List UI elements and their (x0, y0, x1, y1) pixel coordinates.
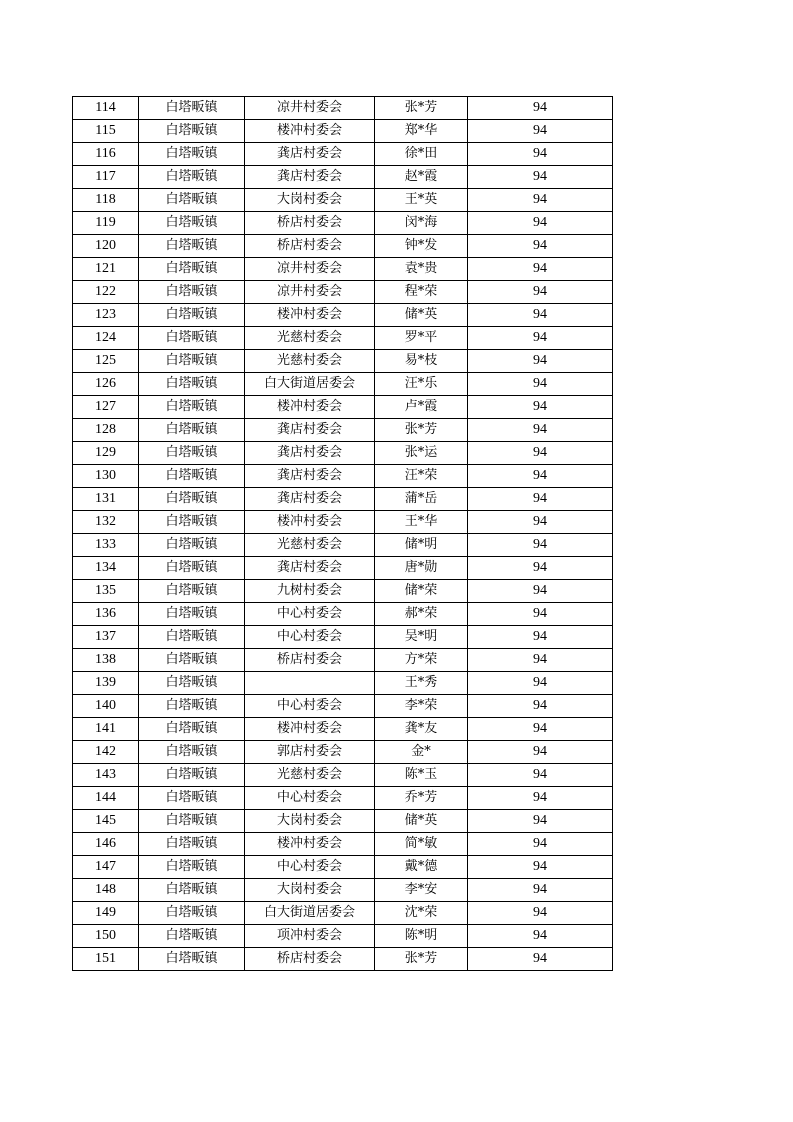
town-cell: 白塔畈镇 (139, 787, 245, 810)
row-number: 124 (73, 327, 139, 350)
name-cell: 金* (375, 741, 468, 764)
table-row (73, 143, 613, 166)
row-number: 132 (73, 511, 139, 534)
age-cell: 94 (468, 304, 613, 327)
age-cell: 94 (468, 741, 613, 764)
village-cell: 光慈村委会 (245, 350, 375, 373)
table-row (73, 396, 613, 419)
table-row (73, 488, 613, 511)
village-cell: 郭店村委会 (245, 741, 375, 764)
town-cell: 白塔畈镇 (139, 442, 245, 465)
row-number: 151 (73, 948, 139, 971)
village-cell: 龚店村委会 (245, 442, 375, 465)
name-cell: 王*秀 (375, 672, 468, 695)
town-cell: 白塔畈镇 (139, 764, 245, 787)
village-cell: 龚店村委会 (245, 166, 375, 189)
row-number: 139 (73, 672, 139, 695)
village-cell (245, 672, 375, 695)
town-cell: 白塔畈镇 (139, 350, 245, 373)
table-row (73, 603, 613, 626)
table-row (73, 442, 613, 465)
town-cell: 白塔畈镇 (139, 948, 245, 971)
row-number: 116 (73, 143, 139, 166)
village-cell: 龚店村委会 (245, 488, 375, 511)
name-cell: 龚*友 (375, 718, 468, 741)
age-cell: 94 (468, 212, 613, 235)
age-cell: 94 (468, 120, 613, 143)
age-cell: 94 (468, 649, 613, 672)
village-cell: 中心村委会 (245, 603, 375, 626)
table-row (73, 304, 613, 327)
town-cell: 白塔畈镇 (139, 925, 245, 948)
table-row (73, 764, 613, 787)
row-number: 131 (73, 488, 139, 511)
village-cell: 凉井村委会 (245, 258, 375, 281)
town-cell: 白塔畈镇 (139, 879, 245, 902)
village-cell: 中心村委会 (245, 695, 375, 718)
row-number: 114 (73, 97, 139, 120)
age-cell: 94 (468, 511, 613, 534)
age-cell: 94 (468, 488, 613, 511)
age-cell: 94 (468, 948, 613, 971)
village-cell: 白大街道居委会 (245, 902, 375, 925)
village-cell: 楼冲村委会 (245, 396, 375, 419)
row-number: 144 (73, 787, 139, 810)
name-cell: 戴*德 (375, 856, 468, 879)
village-cell: 九树村委会 (245, 580, 375, 603)
table-row (73, 879, 613, 902)
table-row (73, 97, 613, 120)
row-number: 138 (73, 649, 139, 672)
name-cell: 郝*荣 (375, 603, 468, 626)
age-cell: 94 (468, 672, 613, 695)
name-cell: 王*英 (375, 189, 468, 212)
village-cell: 桥店村委会 (245, 212, 375, 235)
age-cell: 94 (468, 879, 613, 902)
village-cell: 光慈村委会 (245, 534, 375, 557)
table-row (73, 511, 613, 534)
table-row (73, 212, 613, 235)
village-cell: 桥店村委会 (245, 235, 375, 258)
roster-body (73, 97, 613, 971)
table-row (73, 649, 613, 672)
name-cell: 乔*芳 (375, 787, 468, 810)
town-cell: 白塔畈镇 (139, 281, 245, 304)
village-cell: 凉井村委会 (245, 281, 375, 304)
age-cell: 94 (468, 350, 613, 373)
name-cell: 汪*乐 (375, 373, 468, 396)
age-cell: 94 (468, 902, 613, 925)
town-cell: 白塔畈镇 (139, 166, 245, 189)
town-cell: 白塔畈镇 (139, 603, 245, 626)
age-cell: 94 (468, 281, 613, 304)
age-cell: 94 (468, 373, 613, 396)
row-number: 147 (73, 856, 139, 879)
village-cell: 龚店村委会 (245, 465, 375, 488)
table-row (73, 672, 613, 695)
town-cell: 白塔畈镇 (139, 856, 245, 879)
name-cell: 王*华 (375, 511, 468, 534)
town-cell: 白塔畈镇 (139, 695, 245, 718)
name-cell: 郑*华 (375, 120, 468, 143)
village-cell: 中心村委会 (245, 787, 375, 810)
name-cell: 钟*发 (375, 235, 468, 258)
town-cell: 白塔畈镇 (139, 718, 245, 741)
table-row (73, 166, 613, 189)
row-number: 115 (73, 120, 139, 143)
town-cell: 白塔畈镇 (139, 511, 245, 534)
village-cell: 白大街道居委会 (245, 373, 375, 396)
village-cell: 楼冲村委会 (245, 304, 375, 327)
table-row (73, 787, 613, 810)
town-cell: 白塔畈镇 (139, 373, 245, 396)
village-cell: 桥店村委会 (245, 649, 375, 672)
table-row (73, 327, 613, 350)
village-cell: 大岗村委会 (245, 810, 375, 833)
name-cell: 程*荣 (375, 281, 468, 304)
name-cell: 吴*明 (375, 626, 468, 649)
town-cell: 白塔畈镇 (139, 235, 245, 258)
table-row (73, 580, 613, 603)
name-cell: 陈*玉 (375, 764, 468, 787)
table-row (73, 189, 613, 212)
table-row (73, 258, 613, 281)
village-cell: 楼冲村委会 (245, 718, 375, 741)
town-cell: 白塔畈镇 (139, 902, 245, 925)
name-cell: 闵*海 (375, 212, 468, 235)
town-cell: 白塔畈镇 (139, 833, 245, 856)
name-cell: 方*荣 (375, 649, 468, 672)
roster-table (72, 96, 613, 971)
age-cell: 94 (468, 97, 613, 120)
name-cell: 李*安 (375, 879, 468, 902)
table-row (73, 902, 613, 925)
row-number: 128 (73, 419, 139, 442)
town-cell: 白塔畈镇 (139, 143, 245, 166)
age-cell: 94 (468, 718, 613, 741)
town-cell: 白塔畈镇 (139, 212, 245, 235)
name-cell: 张*芳 (375, 419, 468, 442)
age-cell: 94 (468, 787, 613, 810)
town-cell: 白塔畈镇 (139, 189, 245, 212)
town-cell: 白塔畈镇 (139, 465, 245, 488)
name-cell: 张*运 (375, 442, 468, 465)
town-cell: 白塔畈镇 (139, 304, 245, 327)
age-cell: 94 (468, 534, 613, 557)
village-cell: 龚店村委会 (245, 143, 375, 166)
town-cell: 白塔畈镇 (139, 258, 245, 281)
age-cell: 94 (468, 810, 613, 833)
village-cell: 项冲村委会 (245, 925, 375, 948)
row-number: 136 (73, 603, 139, 626)
row-number: 141 (73, 718, 139, 741)
village-cell: 楼冲村委会 (245, 120, 375, 143)
name-cell: 赵*霞 (375, 166, 468, 189)
town-cell: 白塔畈镇 (139, 810, 245, 833)
table-row (73, 373, 613, 396)
age-cell: 94 (468, 580, 613, 603)
age-cell: 94 (468, 764, 613, 787)
name-cell: 沈*荣 (375, 902, 468, 925)
row-number: 143 (73, 764, 139, 787)
town-cell: 白塔畈镇 (139, 534, 245, 557)
village-cell: 中心村委会 (245, 856, 375, 879)
table-row (73, 534, 613, 557)
table-row (73, 833, 613, 856)
table-row (73, 810, 613, 833)
name-cell: 储*英 (375, 810, 468, 833)
age-cell: 94 (468, 557, 613, 580)
town-cell: 白塔畈镇 (139, 741, 245, 764)
table-row (73, 741, 613, 764)
row-number: 135 (73, 580, 139, 603)
name-cell: 汪*荣 (375, 465, 468, 488)
age-cell: 94 (468, 695, 613, 718)
age-cell: 94 (468, 419, 613, 442)
name-cell: 卢*霞 (375, 396, 468, 419)
town-cell: 白塔畈镇 (139, 120, 245, 143)
age-cell: 94 (468, 626, 613, 649)
town-cell: 白塔畈镇 (139, 327, 245, 350)
age-cell: 94 (468, 442, 613, 465)
name-cell: 罗*平 (375, 327, 468, 350)
village-cell: 大岗村委会 (245, 879, 375, 902)
name-cell: 储*英 (375, 304, 468, 327)
village-cell: 凉井村委会 (245, 97, 375, 120)
town-cell: 白塔畈镇 (139, 672, 245, 695)
town-cell: 白塔畈镇 (139, 557, 245, 580)
row-number: 118 (73, 189, 139, 212)
age-cell: 94 (468, 603, 613, 626)
age-cell: 94 (468, 143, 613, 166)
row-number: 146 (73, 833, 139, 856)
village-cell: 桥店村委会 (245, 948, 375, 971)
row-number: 121 (73, 258, 139, 281)
age-cell: 94 (468, 396, 613, 419)
row-number: 120 (73, 235, 139, 258)
table-row (73, 695, 613, 718)
age-cell: 94 (468, 235, 613, 258)
age-cell: 94 (468, 465, 613, 488)
row-number: 126 (73, 373, 139, 396)
row-number: 130 (73, 465, 139, 488)
name-cell: 张*芳 (375, 948, 468, 971)
row-number: 150 (73, 925, 139, 948)
table-row (73, 856, 613, 879)
age-cell: 94 (468, 166, 613, 189)
name-cell: 储*明 (375, 534, 468, 557)
name-cell: 简*敏 (375, 833, 468, 856)
name-cell: 张*芳 (375, 97, 468, 120)
village-cell: 光慈村委会 (245, 764, 375, 787)
table-row (73, 350, 613, 373)
name-cell: 袁*贵 (375, 258, 468, 281)
town-cell: 白塔畈镇 (139, 488, 245, 511)
village-cell: 中心村委会 (245, 626, 375, 649)
village-cell: 光慈村委会 (245, 327, 375, 350)
town-cell: 白塔畈镇 (139, 419, 245, 442)
row-number: 117 (73, 166, 139, 189)
table-row (73, 925, 613, 948)
name-cell: 徐*田 (375, 143, 468, 166)
age-cell: 94 (468, 925, 613, 948)
row-number: 125 (73, 350, 139, 373)
age-cell: 94 (468, 833, 613, 856)
age-cell: 94 (468, 327, 613, 350)
age-cell: 94 (468, 258, 613, 281)
table-row (73, 235, 613, 258)
town-cell: 白塔畈镇 (139, 626, 245, 649)
village-cell: 龚店村委会 (245, 419, 375, 442)
table-row (73, 281, 613, 304)
table-row (73, 419, 613, 442)
row-number: 149 (73, 902, 139, 925)
table-row (73, 948, 613, 971)
town-cell: 白塔畈镇 (139, 649, 245, 672)
age-cell: 94 (468, 189, 613, 212)
row-number: 148 (73, 879, 139, 902)
name-cell: 蒲*岳 (375, 488, 468, 511)
row-number: 129 (73, 442, 139, 465)
town-cell: 白塔畈镇 (139, 97, 245, 120)
row-number: 127 (73, 396, 139, 419)
table-row (73, 626, 613, 649)
row-number: 140 (73, 695, 139, 718)
row-number: 145 (73, 810, 139, 833)
row-number: 137 (73, 626, 139, 649)
age-cell: 94 (468, 856, 613, 879)
town-cell: 白塔畈镇 (139, 580, 245, 603)
table-row (73, 465, 613, 488)
village-cell: 龚店村委会 (245, 557, 375, 580)
row-number: 123 (73, 304, 139, 327)
table-row (73, 718, 613, 741)
village-cell: 大岗村委会 (245, 189, 375, 212)
town-cell: 白塔畈镇 (139, 396, 245, 419)
table-row (73, 120, 613, 143)
row-number: 133 (73, 534, 139, 557)
row-number: 122 (73, 281, 139, 304)
name-cell: 李*荣 (375, 695, 468, 718)
name-cell: 陈*明 (375, 925, 468, 948)
name-cell: 储*荣 (375, 580, 468, 603)
row-number: 119 (73, 212, 139, 235)
name-cell: 易*枝 (375, 350, 468, 373)
village-cell: 楼冲村委会 (245, 833, 375, 856)
table-row (73, 557, 613, 580)
row-number: 134 (73, 557, 139, 580)
row-number: 142 (73, 741, 139, 764)
name-cell: 唐*勋 (375, 557, 468, 580)
village-cell: 楼冲村委会 (245, 511, 375, 534)
